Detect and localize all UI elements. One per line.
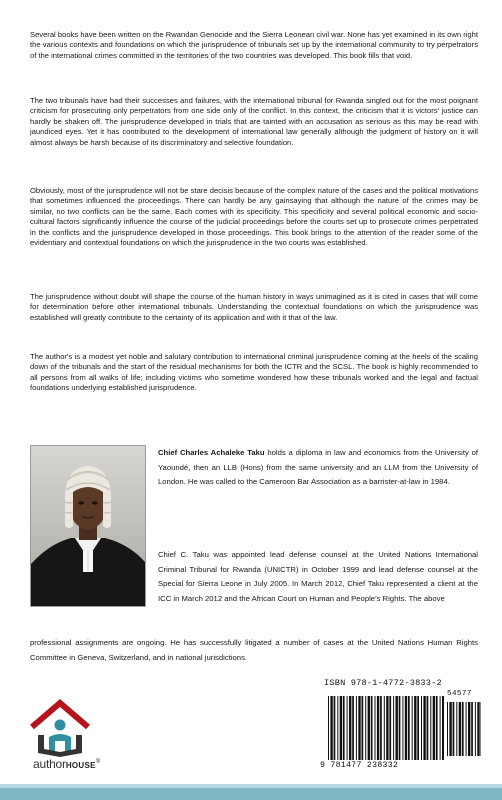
author-bio-paragraph-1 [158, 446, 478, 490]
barcode-bar [453, 702, 455, 756]
author-bio-paragraph-2-continued: professional assignments are ongoing. He has successfully litigated a number of cases at the United Nations Human Rights Committee in Geneva, Switzerland, and in national jurisdictions. [30, 638, 478, 662]
barcode-bar [328, 696, 329, 760]
isbn-number: ISBN 978-1-4772-3833-2 [324, 678, 442, 688]
blurb-paragraph-3: Obviously, most of the jurisprudence will not be stare decisis because of the complex nature of the cases and the political motivations that sometimes influenced the proceedings. There can hardly be any gainsaying that although the nature of the crimes may be similar, no two conflicts can be the same. Each comes with its specificity. This specificity and several political economic and socio-cultural factors significantly influence the course of the judicial proceedings before the courts set up to prosecute crimes perpetrated in the conflicts and the jurisprudence developed in those proceedings. This book brings to the attention of the reader some of the evidentiary and contextual foundations on which the jurisprudence in the two courts was established. [30, 186, 478, 248]
barcode-bar [349, 696, 351, 760]
barcode-digits: 9 781477 238332 [320, 761, 399, 770]
barcode-bar [347, 696, 348, 760]
price-code: 54577 [447, 690, 472, 698]
barcode-bar [462, 702, 464, 756]
barcode-bar [449, 702, 451, 756]
barcode-bar [477, 702, 479, 756]
barcode-bar [371, 696, 373, 760]
barcode-bar [368, 696, 370, 760]
barcode-bar [456, 702, 457, 756]
publisher-logo-wordmark [33, 757, 100, 771]
barcode-bar [389, 696, 391, 760]
barcode-bar [468, 702, 470, 756]
barcode-bar [396, 696, 398, 760]
isbn-barcode [320, 676, 480, 772]
barcode-bar [440, 696, 441, 760]
barcode-bar [414, 696, 416, 760]
barcode-bar [459, 702, 461, 756]
author-bio-paragraph-2: Chief C. Taku was appointed lead defense counsel at the United Nations International Criminal Tribunal for Rwanda (UNICTR) in October 1999 and lead defense counsel at the Special for Sierra Leone in July 2005. In March 2012, Chief Taku represented a client at the ICC in March 2012 and the African Court on Human and People's Rights. The above [158, 550, 478, 603]
barcode-bar [340, 696, 342, 760]
barcode-bar [408, 696, 410, 760]
barcode-bar [377, 696, 379, 760]
barcode-bar [375, 696, 376, 760]
blurb-paragraph-5: The author's is a modest yet noble and salutary contribution to international criminal jurisprudence coming at the heels of the scaling down of the tribunals and the start of the residual mechanisms for both the ICTR and the SCSL. The book is highly recommended to all persons from all walks of life; including victims who sometime wondered how these tribunals worked and the legal and factual foundations underlying established jurisprudence. [30, 352, 478, 393]
barcode-bar [337, 696, 338, 760]
authorhouse-logo-icon [30, 695, 140, 785]
logo-word-author: author [33, 757, 66, 771]
barcode-bar [343, 696, 345, 760]
author-name: Chief Charles Achaleke Taku [158, 448, 265, 457]
barcode-bar [358, 696, 360, 760]
barcode-bar [405, 696, 407, 760]
author-portrait-illustration [31, 446, 145, 606]
author-bio-paragraph-1-text: holds a diploma in law and economics from the University of Yaoundé, then an LLB (Hons) from the same university and an LLM from the University of London. He was called to the Cameroon Bar Association as a barrister-at-law in 1984. [158, 448, 478, 487]
barcode-bar [442, 696, 444, 760]
barcode-bar [386, 696, 388, 760]
barcode-bar [471, 702, 473, 756]
barcode-bar [423, 696, 425, 760]
price-addon-barcode-bars [447, 702, 481, 756]
barcode-bar [421, 696, 422, 760]
barcode-bar [362, 696, 364, 760]
barcode-bar [330, 696, 332, 760]
barcode-bar [412, 696, 413, 760]
barcode-bar [399, 696, 401, 760]
barcode-bar [356, 696, 357, 760]
ean-barcode-bars [328, 696, 444, 760]
barcode-bar [430, 696, 431, 760]
barcode-bar [475, 702, 476, 756]
barcode-bar [380, 696, 382, 760]
barcode-bar [402, 696, 403, 760]
barcode-bar [393, 696, 394, 760]
barcode-bar [436, 696, 438, 760]
registered-mark: ® [95, 759, 101, 765]
barcode-bar [433, 696, 435, 760]
blurb-paragraph-1: Several books have been written on the Rwandan Genocide and the Sierra Leonean civil war. None has yet examined in its own right the various contexts and foundations on which the jurisprudence of tribunals set up by the international community to try perpetrators of the international crimes committed in the territories of the two countries was developed. This book fills that void. [30, 30, 478, 60]
barcode-bar [427, 696, 429, 760]
barcode-bar [365, 696, 366, 760]
barcode-bar [334, 696, 336, 760]
barcode-bar [481, 702, 482, 756]
logo-word-house: HOUSE [65, 761, 96, 770]
barcode-bar [417, 696, 419, 760]
barcode-bar [447, 702, 448, 756]
author-photo [30, 445, 146, 607]
footer-accent-bar [0, 788, 502, 800]
barcode-bar [466, 702, 467, 756]
barcode-bar [384, 696, 385, 760]
blurb-paragraph-4: The jurisprudence without doubt will shape the course of the human history in ways unimagined as it is cited in cases that will come for determination before other international tribunals. Understanding the contextual foundations on which the jurisprudence was established will greatly contribute to the certainty of its application and with it that of the law. [30, 292, 478, 322]
blurb-paragraph-2: The two tribunals have had their successes and failures, with the international tribunal for Rwanda singled out for the most poignant criticism for prosecuting only perpetrators from one side only of the conflict. In this context, the criticism that it is victors' justice can hardly be shaken off. The jurisprudence developed in trials that are tainted with an accusation as serious as this may be read with jaundiced eyes. Yet it has contributed to the development of international law generally although the judgment of history on it will almost always be harsh because of its discriminatory and selective foundation. [30, 96, 478, 147]
barcode-bar [352, 696, 354, 760]
